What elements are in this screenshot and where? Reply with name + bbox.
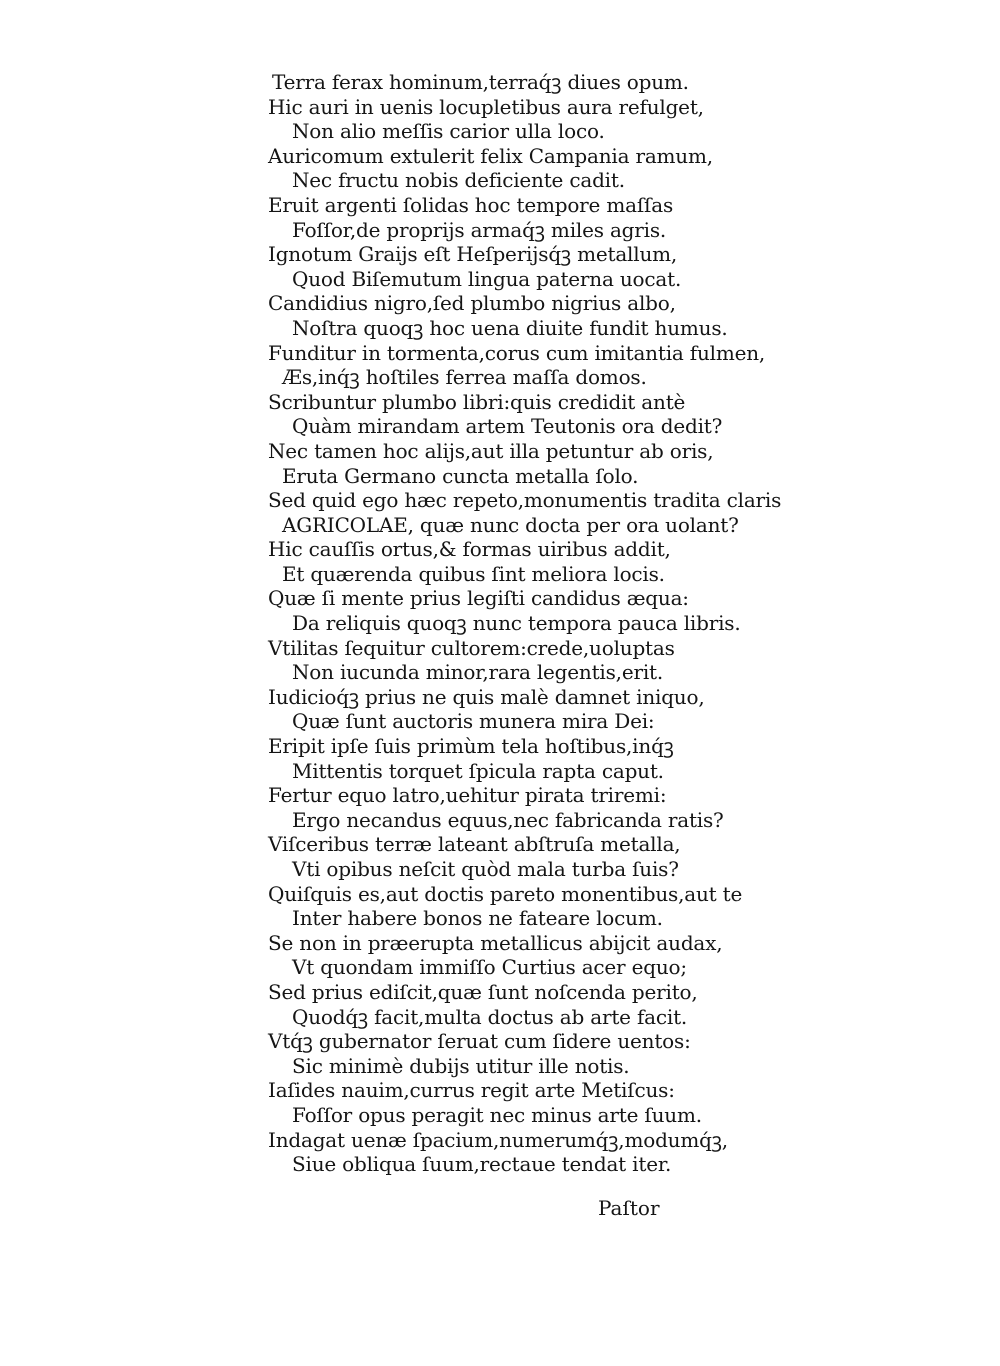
poem-line: AGRICOLAE, quæ nunc docta per ora uolant?	[282, 512, 739, 537]
poem-line: Auricomum extulerit felix Campania ramum,	[268, 143, 713, 168]
poem-line: Sic minimè dubijs utitur ille notis.	[292, 1053, 630, 1078]
poem-line: Vtq́ꝫ gubernator ſeruat cum ſidere uentos:	[268, 1029, 691, 1054]
poem-line: Eruit argenti ſolidas hoc tempore maſſas	[268, 192, 674, 217]
poem-line: Mittentis torquet ſpicula rapta caput.	[292, 758, 664, 783]
poem-line: Non iucunda minor,rara legentis,erit.	[292, 660, 664, 685]
poem-line: Scribuntur plumbo libri:quis credidit antè	[268, 389, 686, 414]
poem-line: Foſſor,de proprijs armaq́ꝫ miles agris.	[292, 217, 667, 242]
catchword: Paſtor	[598, 1196, 660, 1220]
poem-line: Quæ ſunt auctoris munera mira Dei:	[292, 709, 655, 734]
poem-line: Inter habere bonos ne fateare locum.	[292, 906, 663, 931]
poem-line: Vtilitas ſequitur cultorem:crede,uoluptas	[268, 635, 675, 660]
poem-line: Se non in præerupta metallicus abijcit audax,	[268, 930, 723, 955]
poem-line: Candidius nigro,ſed plumbo nigrius albo,	[268, 291, 676, 316]
poem-line: Noſtra quoqꝫ hoc uena diuite fundit humus.	[292, 315, 728, 340]
poem-line: Quodq́ꝫ facit,multa doctus ab arte facit.	[292, 1004, 688, 1029]
poem-line: Viſceribus terræ lateant abſtruſa metalla,	[268, 832, 681, 857]
poem-line: Sed prius ediſcit,quæ ſunt noſcenda perito,	[268, 979, 698, 1004]
poem-line: Quiſquis es,aut doctis pareto monentibus,aut te	[268, 881, 743, 906]
poem-line: Terra ferax hominum,terraq́ꝫ diues opum.	[272, 70, 689, 94]
poem-line: Nec tamen hoc alijs,aut illa petuntur ab oris,	[268, 438, 714, 463]
poem-line: Vt quondam immiſſo Curtius acer equo;	[292, 955, 687, 980]
poem-line: Da reliquis quoqꝫ nunc tempora pauca libris.	[292, 611, 741, 636]
poem-line: Ergo necandus equus,nec fabricanda ratis?	[292, 807, 724, 832]
poem-line: Hic cauſſis ortus,& formas uiribus addit,	[268, 537, 671, 562]
poem-line: Sed quid ego hæc repeto,monumentis tradita claris	[268, 488, 782, 513]
poem-line: Iaſides nauim,currus regit arte Metiſcus:	[268, 1078, 675, 1103]
poem-line: Ignotum Graijs eſt Heſperijsq́ꝫ metallum,	[268, 242, 678, 267]
poem-line: Non alio meſſis carior ulla loco.	[292, 119, 605, 144]
poem-line: Nec fructu nobis deficiente cadit.	[292, 168, 625, 193]
poem-line: Æs,inq́ꝫ hoſtiles ferrea maſſa domos.	[282, 365, 647, 390]
poem-line: Iudicioq́ꝫ prius ne quis malè damnet iniquo,	[268, 684, 705, 709]
poem-line: Eripit ipſe ſuis primùm tela hoſtibus,inq́ꝫ	[268, 734, 674, 759]
poem-text-block	[262, 70, 782, 1177]
poem-line: Eruta Germano cuncta metalla ſolo.	[282, 463, 639, 488]
poem-line: Et quærenda quibus ſint meliora locis.	[282, 561, 665, 586]
poem-line: Hic auri in uenis locupletibus aura refulget,	[268, 94, 704, 119]
poem-line: Foſſor opus peragit nec minus arte ſuum.	[292, 1102, 702, 1127]
poem-line: Quàm mirandam artem Teutonis ora dedit?	[292, 414, 723, 439]
poem-line: Quæ ſi mente prius legiſti candidus æqua:	[268, 586, 689, 611]
poem-line: Quod Biſemutum lingua paterna uocat.	[292, 266, 682, 291]
poem-line: Vti opibus neſcit quòd mala turba ſuis?	[292, 857, 679, 881]
poem-line: Indagat uenæ ſpacium,numerumq́ꝫ,modumq́ꝫ,	[268, 1127, 728, 1152]
poem-line: Fertur equo latro,uehitur pirata triremi:	[268, 783, 667, 808]
poem-line: Siue obliqua ſuum,rectaue tendat iter.	[292, 1152, 672, 1177]
poem-line: Funditur in tormenta,corus cum imitantia fulmen,	[268, 340, 766, 365]
